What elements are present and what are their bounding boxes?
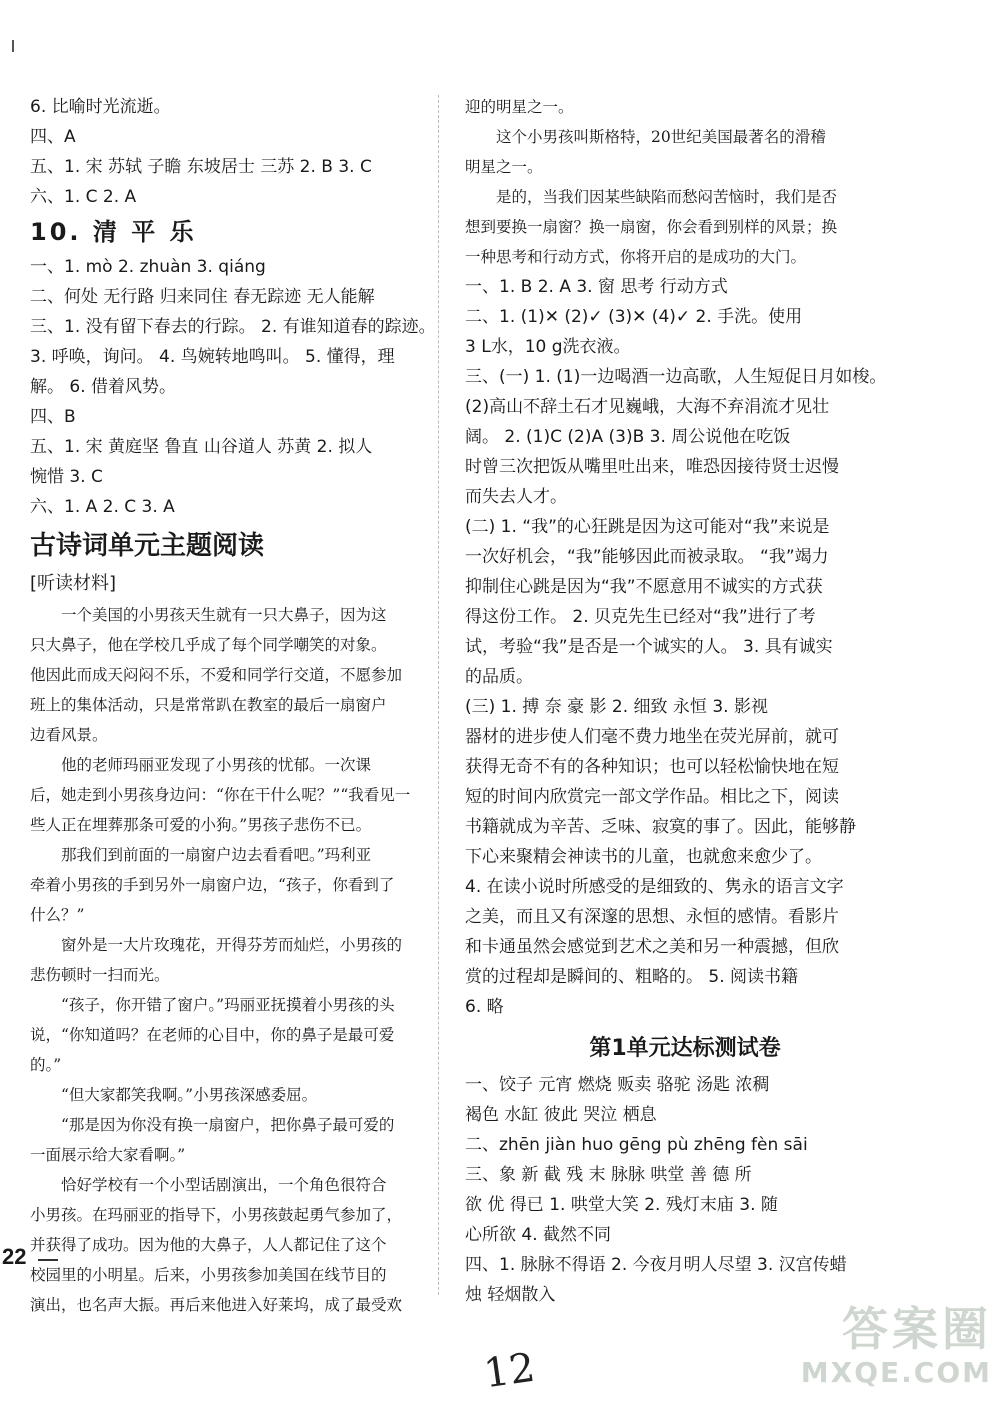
watermark-top: 答案圈 (842, 1302, 992, 1356)
unit-1-test-answers (465, 1070, 865, 1310)
text-line: 五、1. 宋 黄庭坚 鲁直 山谷道人 苏黄 2. 拟人 (30, 437, 373, 457)
text-line: 二、zhēn jiàn huo gēng pù zhēng fèn sāi (465, 1135, 808, 1155)
text-line: 什么？” (30, 906, 85, 924)
text-line: 悲伤顿时一扫而光。 (30, 966, 170, 984)
text-line: 想到要换一扇窗？换一扇窗，你会看到别样的风景；换 (465, 218, 838, 236)
text-line: 演出，也名声大振。再后来他进入好莱坞，成了最受欢 (30, 1296, 403, 1314)
margin-mark (12, 40, 14, 52)
text-line: 得这份工作。 2. 贝克先生已经对“我”进行了考 (465, 607, 816, 627)
text-line: 那我们到前面的一扇窗户边去看看吧。”玛利亚 (61, 846, 372, 864)
text-line: 只大鼻子，他在学校几乎成了每个同学嘲笑的对象。 (30, 636, 387, 654)
column-divider (438, 95, 439, 1295)
text-line: “但大家都笑我啊。”小男孩深感委屈。 (61, 1086, 318, 1104)
text-line: 3. 呼唤，询问。 4. 鸟婉转地鸣叫。 5. 懂得，理 (30, 347, 395, 367)
text-line: 一面展示给大家看啊。” (30, 1146, 186, 1164)
handwritten-number: 12 (481, 1344, 538, 1398)
watermark-logo (787, 1303, 992, 1403)
text-line: 说，“你知道吗？在老师的心目中，你的鼻子是最可爱 (30, 1026, 395, 1044)
text-line: 后，她走到小男孩身边问：“你在干什么呢？”“我看见一 (30, 786, 411, 804)
listening-material-text (30, 600, 422, 1320)
text-line: 这个小男孩叫斯格特，20世纪美国最著名的滑稽 (496, 128, 826, 146)
text-line: (2)高山不辞土石才见巍峨，大海不弃涓流才见壮 (465, 397, 830, 417)
text-line: 器材的进步使人们毫不费力地坐在荧光屏前，就可 (465, 727, 839, 747)
text-line: 的。” (30, 1056, 62, 1074)
text-line: 六、1. C 2. A (30, 187, 137, 207)
unit-1-test-heading: 第1单元达标测试卷 (589, 1036, 781, 1061)
text-line: 试，考验“我”是否是一个诚实的人。 3. 具有诚实 (465, 637, 833, 657)
text-line: 并获得了成功。因为他的大鼻子，人人都记住了这个 (30, 1236, 387, 1254)
text-line: 小男孩。在玛丽亚的指导下，小男孩鼓起勇气参加了， (30, 1206, 403, 1224)
text-line: 4. 在读小说时所感受的是细致的、隽永的语言文字 (465, 877, 844, 897)
text-line: 之美，而且又有深邃的思想、永恒的感情。看影片 (465, 907, 839, 927)
text-line: 三、1. 没有留下春去的行踪。 2. 有谁知道春的踪迹。 (30, 317, 436, 337)
text-line: 时曾三次把饭从嘴里吐出来，唯恐因接待贤士迟慢 (465, 457, 839, 477)
text-line: 惋惜 3. C (30, 467, 103, 487)
text-line: 解。 6. 借着风势。 (30, 377, 177, 397)
text-line: 短的时间内欣赏完一部文学作品。相比之下，阅读 (465, 787, 839, 807)
left-column (30, 92, 436, 1320)
text-line: 三、(一) 1. (1)一边喝酒一边高歌，人生短促日月如梭。 (465, 367, 887, 387)
watermark-bottom: MXQE.COM (800, 1356, 992, 1389)
text-line: 欲 优 得已 1. 哄堂大笑 2. 残灯末庙 3. 随 (465, 1195, 778, 1215)
text-line: 和卡通虽然会感觉到艺术之美和另一种震撼，但欣 (465, 937, 839, 957)
answers-section-9-end (30, 92, 422, 212)
text-line: 窗外是一大片玫瑰花，开得芬芳而灿烂，小男孩的 (61, 936, 403, 954)
text-line: 一、饺子 元宵 燃烧 贩卖 骆驼 汤匙 浓稠 (465, 1075, 770, 1095)
text-line: 一、1. mò 2. zhuàn 3. qiáng (30, 257, 266, 277)
text-line: 迎的明星之一。 (465, 98, 574, 116)
text-line: 一次好机会，“我”能够因此而被录取。 “我”竭力 (465, 547, 829, 567)
text-line: (二) 1. “我”的心狂跳是因为这可能对“我”来说是 (465, 517, 830, 537)
reading-answers (465, 92, 887, 1022)
text-line: 校园里的小明星。后来，小男孩参加美国在线节目的 (30, 1266, 387, 1284)
text-line: 赏的过程却是瞬间的、粗略的。 5. 阅读书籍 (465, 967, 799, 987)
listening-material-tag: [听读材料] (30, 573, 117, 594)
text-line: 四、A (30, 127, 76, 147)
text-line: 牵着小男孩的手到另外一扇窗户边，“孩子，你看到了 (30, 876, 395, 894)
text-line: 他因此而成天闷闷不乐，不爱和同学行交道，不愿参加 (30, 666, 403, 684)
text-line: 三、象 新 截 残 末 脉脉 哄堂 善 德 所 (465, 1165, 752, 1185)
text-line: 五、1. 宋 苏轼 子瞻 东坡居士 三苏 2. B 3. C (30, 157, 372, 177)
ancient-poetry-reading-heading: 古诗词单元主题阅读 (30, 531, 265, 561)
text-line: 二、何处 无行路 归来同住 春无踪迹 无人能解 (30, 287, 375, 307)
text-line: 是的，当我们因某些缺陷而愁闷苦恼时，我们是否 (496, 188, 838, 206)
page-number-rule (38, 1259, 58, 1261)
answers-section-10 (30, 252, 436, 522)
text-line: 烛 轻烟散入 (465, 1285, 556, 1305)
text-line: 他的老师玛丽亚发现了小男孩的忧郁。一次课 (61, 756, 372, 774)
text-line: 边看风景。 (30, 726, 108, 744)
text-line: 四、1. 脉脉不得语 2. 今夜月明人尽望 3. 汉宫传蜡 (465, 1255, 847, 1275)
text-line: 二、1. (1)✕ (2)✓ (3)✕ (4)✓ 2. 手洗。使用 (465, 307, 803, 327)
text-line: 些人正在埋葬那条可爱的小狗。”男孩子悲伤不已。 (30, 816, 372, 834)
text-line: 的品质。 (465, 667, 533, 687)
text-line: 一种思考和行动方式，你将开启的是成功的大门。 (465, 248, 807, 266)
text-line: 6. 比喻时光流逝。 (30, 97, 171, 117)
text-line: 阔。 2. (1)C (2)A (3)B 3. 周公说他在吃饭 (465, 427, 791, 447)
text-line: 抑制住心跳是因为“我”不愿意用不诚实的方式获 (465, 577, 823, 597)
text-line: 3 L水，10 g洗衣液。 (465, 337, 631, 357)
text-line: 褐色 水缸 彼此 哭泣 栖息 (465, 1105, 657, 1125)
text-line: “那是因为你没有换一扇窗户，把你鼻子最可爱的 (61, 1116, 395, 1134)
text-line: “孩子，你开错了窗户。”玛丽亚抚摸着小男孩的头 (61, 996, 395, 1014)
text-line: 六、1. A 2. C 3. A (30, 497, 175, 517)
right-column (465, 92, 887, 1310)
text-line: 一个美国的小男孩天生就有一只大鼻子，因为这 (61, 606, 387, 624)
text-line: 四、B (30, 407, 76, 427)
text-line: 心所欲 4. 截然不同 (465, 1225, 612, 1245)
text-line: 恰好学校有一个小型话剧演出，一个角色很符合 (61, 1176, 387, 1194)
text-line: 而失去人才。 (465, 487, 567, 507)
lesson-10-heading: 10. 清 平 乐 (30, 218, 197, 246)
text-line: 获得无奇不有的各种知识；也可以轻松愉快地在短 (465, 757, 839, 777)
text-line: 下心来聚精会神读书的儿童，也就愈来愈少了。 (465, 847, 822, 867)
text-line: (三) 1. 搏 奈 豪 影 2. 细致 永恒 3. 影视 (465, 697, 768, 717)
text-line: 班上的集体活动，只是常常趴在教室的最后一扇窗户 (30, 696, 387, 714)
text-line: 书籍就成为辛苦、乏味、寂寞的事了。因此，能够静 (465, 817, 856, 837)
text-line: 明星之一。 (465, 158, 543, 176)
text-line: 一、1. B 2. A 3. 窗 思考 行动方式 (465, 277, 728, 297)
text-line: 6. 略 (465, 997, 504, 1017)
page-number: 22 (2, 1244, 27, 1269)
